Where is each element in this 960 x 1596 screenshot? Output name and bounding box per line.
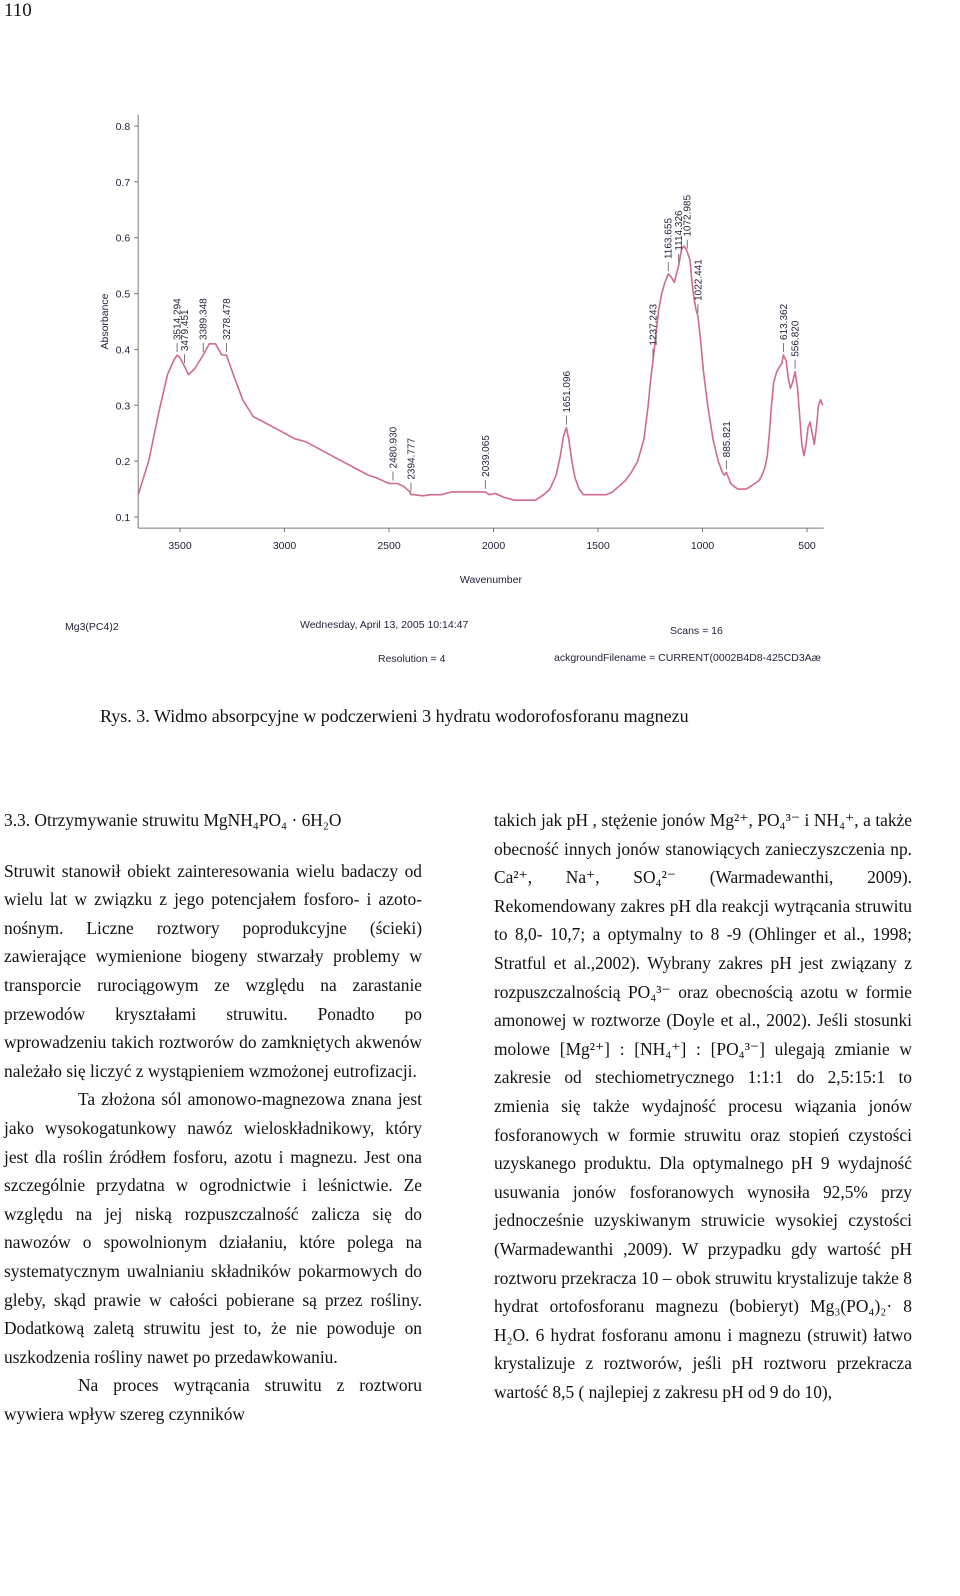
peak-label: 1163.655 [663, 218, 675, 260]
peak-label: 1651.096 [561, 370, 573, 413]
y-tick-label: 0.8 [115, 121, 131, 133]
left-text-column [4, 806, 422, 1428]
ir-spectrum-chart [0, 0, 960, 700]
background-filename: ackgroundFilename = CURRENT(0002B4D8-425CD3Aæ [554, 652, 821, 664]
y-tick-label: 0.5 [115, 288, 131, 301]
y-tick-label: 0.7 [115, 176, 131, 189]
peak-label: 2480.930 [388, 426, 400, 469]
chart-footer [65, 619, 821, 665]
peak-label: 2394.777 [406, 437, 418, 480]
paragraph: takich jak pH , stężenie jonów Mg²⁺, PO₄³⁻ i NH₄⁺, a także obecność innych jonów stanowiących zanieczyszczenia np. Ca²⁺, Na⁺, SO₄²⁻ (Warmadewanthi, 2009). Rekomendowany zakres pH dla reakcji wytrącania struwitu to 8,0- 10,7; a optymalny to 8 -9 (Ohlinger et al., 1998; Stratful et al.,2002). Wybrany zakres pH jest związany z rozpuszczalnością PO₄³⁻ oraz obecnością azotu w formie amonowej w roztworze (Doyle et al., 2002). Jeśli stosunki molowe [Mg²⁺] : [NH₄⁺] : [PO₄³⁻] ulegają zmianie w zakresie od stechiometrycznego 1:1:1 do 2,5:15:1 to zmienia się także wydajność procesu wiązania jonów fosforanowych w formie struwitu oraz stopień czystości uzyskanego produktu. Dla optymalnego pH 9 wydajność usuwania jonów fosforanowych wynosiła 92,5% przy jednocześnie uzyskiwanym struwicie wysokiej czystości (Warmadewanthi ,2009). W przypadku gdy wartość pH roztworu przekracza 10 – obok struwitu krystalizuje także 8 hydrat ortofosforanu magnezu (bobieryt) Mg₃(PO₄)₂· 8 H₂O. 6 hydrat fosforanu amonu i magnezu (struwit) łatwo krystalizuje z roztworów, jeśli pH roztworu przekracza wartość 8,5 ( najlepiej z zakresu pH od 9 do 10), [494, 810, 912, 1402]
resolution-info: Resolution = 4 [378, 653, 446, 665]
y-axis-label: Absorbance [99, 293, 112, 350]
chart-axes [99, 115, 824, 586]
figure-caption: Rys. 3. Widmo absorpcyjne w podczerwieni 3 hydratu wodorofosforanu magnezu [100, 706, 689, 726]
y-tick-label: 0.4 [115, 344, 131, 357]
peak-label: 556.820 [790, 320, 802, 357]
peak-label: 3479.451 [179, 309, 191, 352]
peak-label: 3389.348 [198, 298, 210, 341]
x-tick-label: 3000 [272, 540, 297, 553]
x-tick-label: 500 [798, 540, 816, 553]
paragraph: Na proces wytrącania struwitu z roztworu wywiera wpływ szereg czynników [4, 1375, 422, 1424]
paragraph: Struwit stanowił obiekt zainteresowania wielu badaczy od wielu lat w związku z jego potencjałem fosforo- i azoto-nośnym. Liczne roztwory poprodukcyjne (ścieki) zawierające wymienione biogeny stwarzały problemy w transporcie rurociągowym ze względu na zarastanie przewodów kryształami struwitu. Ponadto po wprowadzeniu takich roztworów do zamkniętych akwenów należało się liczyć z wystąpieniem wzmożonej eutrofizacji. [4, 860, 422, 1081]
peak-label: 1022.441 [693, 259, 705, 301]
y-tick-label: 0.1 [115, 512, 131, 524]
paragraph: Ta złożona sól amonowo-magnezowa znana jest jako wysokogatunkowy nawóz wieloskładnikowy, który jest dla roślin źródłem fosforu, azotu i magnezu. Jest ona szczególnie przydatna w ogrodnictwie i leśnictwie. Ze względu na jej niską rozpuszczalność zalicza się do nawozów o spowolnionym działaniu, które polega na systematycznym uwalnianiu składników pokarmowych do gleby, skąd prawie w całości pobierane są przez rośliny. Dodatkową zaletą struwitu jest to, że nie powoduje on uszkodzenia rośliny nawet po przedawkowaniu. [4, 1089, 422, 1367]
x-tick-label: 1500 [586, 540, 610, 553]
y-tick-label: 0.6 [115, 232, 131, 245]
peak-label: 3278.478 [221, 298, 233, 341]
peak-label: 1072.985 [682, 194, 694, 237]
scans-info: Scans = 16 [670, 625, 723, 637]
x-tick-label: 3500 [168, 540, 192, 553]
peak-label: 3514.294 [172, 298, 184, 341]
x-tick-label: 2000 [481, 540, 506, 553]
page-number: 110 [4, 0, 32, 21]
right-text-column [494, 806, 912, 1406]
peak-label: 1237.243 [648, 303, 660, 346]
peak-label: 1114.326 [674, 210, 686, 251]
peak-labels [173, 195, 802, 492]
x-axis-label: Wavenumber [459, 574, 522, 587]
y-tick-label: 0.2 [115, 456, 131, 469]
peak-label: 613.362 [778, 303, 790, 341]
x-tick-label: 1000 [690, 540, 715, 553]
sample-name: Mg3(PC4)2 [65, 621, 119, 633]
peak-label: 2039.065 [480, 435, 492, 477]
acquisition-date: Wednesday, April 13, 2005 10:14:47 [300, 619, 469, 631]
x-tick-label: 2500 [377, 540, 401, 553]
section-heading: 3.3. Otrzymywanie struwitu MgNH₄PO₄ · 6H₂O [4, 810, 342, 830]
y-tick-label: 0.3 [115, 400, 131, 413]
peak-label: 885.821 [721, 421, 733, 458]
